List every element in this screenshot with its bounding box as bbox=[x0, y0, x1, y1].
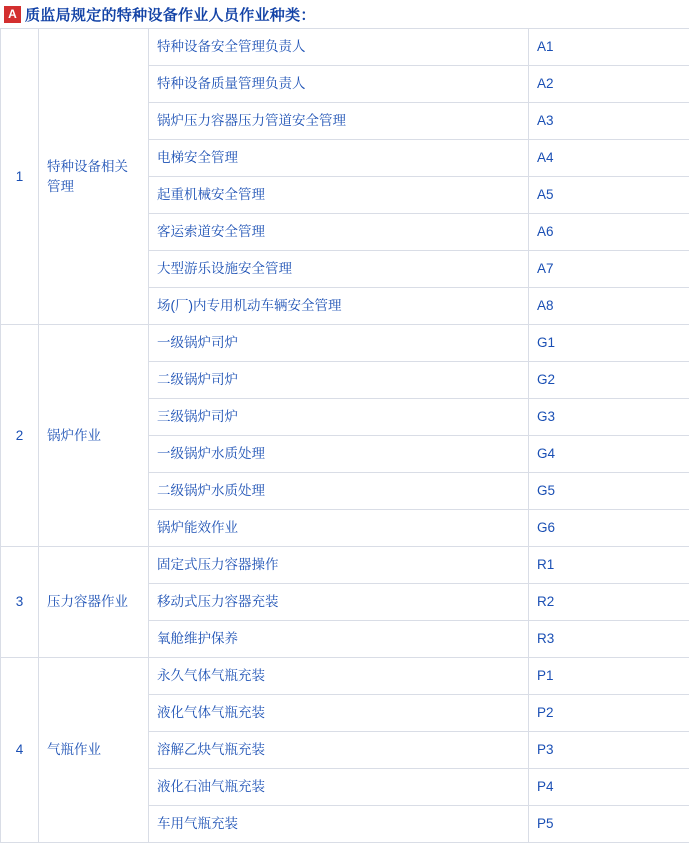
category-group-cell: 特种设备相关管理 bbox=[39, 29, 149, 325]
category-name-cell: 三级锅炉司炉 bbox=[149, 399, 529, 436]
category-code-cell: A3 bbox=[529, 103, 689, 140]
category-name-cell: 液化气体气瓶充装 bbox=[149, 695, 529, 732]
category-code-cell: R3 bbox=[529, 621, 689, 658]
category-name-cell: 二级锅炉司炉 bbox=[149, 362, 529, 399]
category-code-cell: P5 bbox=[529, 806, 689, 843]
category-name-cell: 电梯安全管理 bbox=[149, 140, 529, 177]
category-code-cell: G5 bbox=[529, 473, 689, 510]
category-code-cell: A1 bbox=[529, 29, 689, 66]
category-group-cell: 压力容器作业 bbox=[39, 547, 149, 658]
category-name-cell: 锅炉压力容器压力管道安全管理 bbox=[149, 103, 529, 140]
category-code-cell: G6 bbox=[529, 510, 689, 547]
category-name-cell: 起重机械安全管理 bbox=[149, 177, 529, 214]
category-code-cell: G4 bbox=[529, 436, 689, 473]
category-name-cell: 场(厂)内专用机动车辆安全管理 bbox=[149, 288, 529, 325]
category-name-cell: 氧舱维护保养 bbox=[149, 621, 529, 658]
category-name-cell: 溶解乙炔气瓶充装 bbox=[149, 732, 529, 769]
page-title: 质监局规定的特种设备作业人员作业种类： bbox=[25, 4, 316, 25]
category-code-cell: A4 bbox=[529, 140, 689, 177]
page-header bbox=[0, 0, 689, 28]
row-index-cell: 1 bbox=[1, 29, 39, 325]
category-code-cell: A6 bbox=[529, 214, 689, 251]
category-name-cell: 固定式压力容器操作 bbox=[149, 547, 529, 584]
category-code-cell: G1 bbox=[529, 325, 689, 362]
category-code-cell: R1 bbox=[529, 547, 689, 584]
category-code-cell: A7 bbox=[529, 251, 689, 288]
category-name-cell: 锅炉能效作业 bbox=[149, 510, 529, 547]
category-name-cell: 一级锅炉水质处理 bbox=[149, 436, 529, 473]
category-group-cell: 锅炉作业 bbox=[39, 325, 149, 547]
category-name-cell: 移动式压力容器充装 bbox=[149, 584, 529, 621]
category-name-cell: 一级锅炉司炉 bbox=[149, 325, 529, 362]
category-code-cell: P3 bbox=[529, 732, 689, 769]
category-code-cell: A8 bbox=[529, 288, 689, 325]
section-badge-icon: A bbox=[4, 6, 21, 23]
table-row bbox=[1, 29, 689, 66]
category-code-cell: P2 bbox=[529, 695, 689, 732]
table-row bbox=[1, 325, 689, 362]
category-code-cell: P1 bbox=[529, 658, 689, 695]
table-row bbox=[1, 547, 689, 584]
category-code-cell: G2 bbox=[529, 362, 689, 399]
certificate-category-table-wrap bbox=[0, 28, 689, 843]
row-index-cell: 2 bbox=[1, 325, 39, 547]
table-body bbox=[1, 29, 689, 843]
category-name-cell: 二级锅炉水质处理 bbox=[149, 473, 529, 510]
category-name-cell: 客运索道安全管理 bbox=[149, 214, 529, 251]
category-code-cell: A5 bbox=[529, 177, 689, 214]
category-code-cell: R2 bbox=[529, 584, 689, 621]
category-name-cell: 特种设备质量管理负责人 bbox=[149, 66, 529, 103]
row-index-cell: 3 bbox=[1, 547, 39, 658]
row-index-cell: 4 bbox=[1, 658, 39, 843]
category-code-cell: G3 bbox=[529, 399, 689, 436]
category-group-cell: 气瓶作业 bbox=[39, 658, 149, 843]
category-name-cell: 永久气体气瓶充装 bbox=[149, 658, 529, 695]
category-name-cell: 液化石油气瓶充装 bbox=[149, 769, 529, 806]
table-row bbox=[1, 658, 689, 695]
category-name-cell: 大型游乐设施安全管理 bbox=[149, 251, 529, 288]
certificate-category-table bbox=[0, 28, 689, 843]
category-name-cell: 车用气瓶充装 bbox=[149, 806, 529, 843]
category-code-cell: P4 bbox=[529, 769, 689, 806]
category-name-cell: 特种设备安全管理负责人 bbox=[149, 29, 529, 66]
category-code-cell: A2 bbox=[529, 66, 689, 103]
